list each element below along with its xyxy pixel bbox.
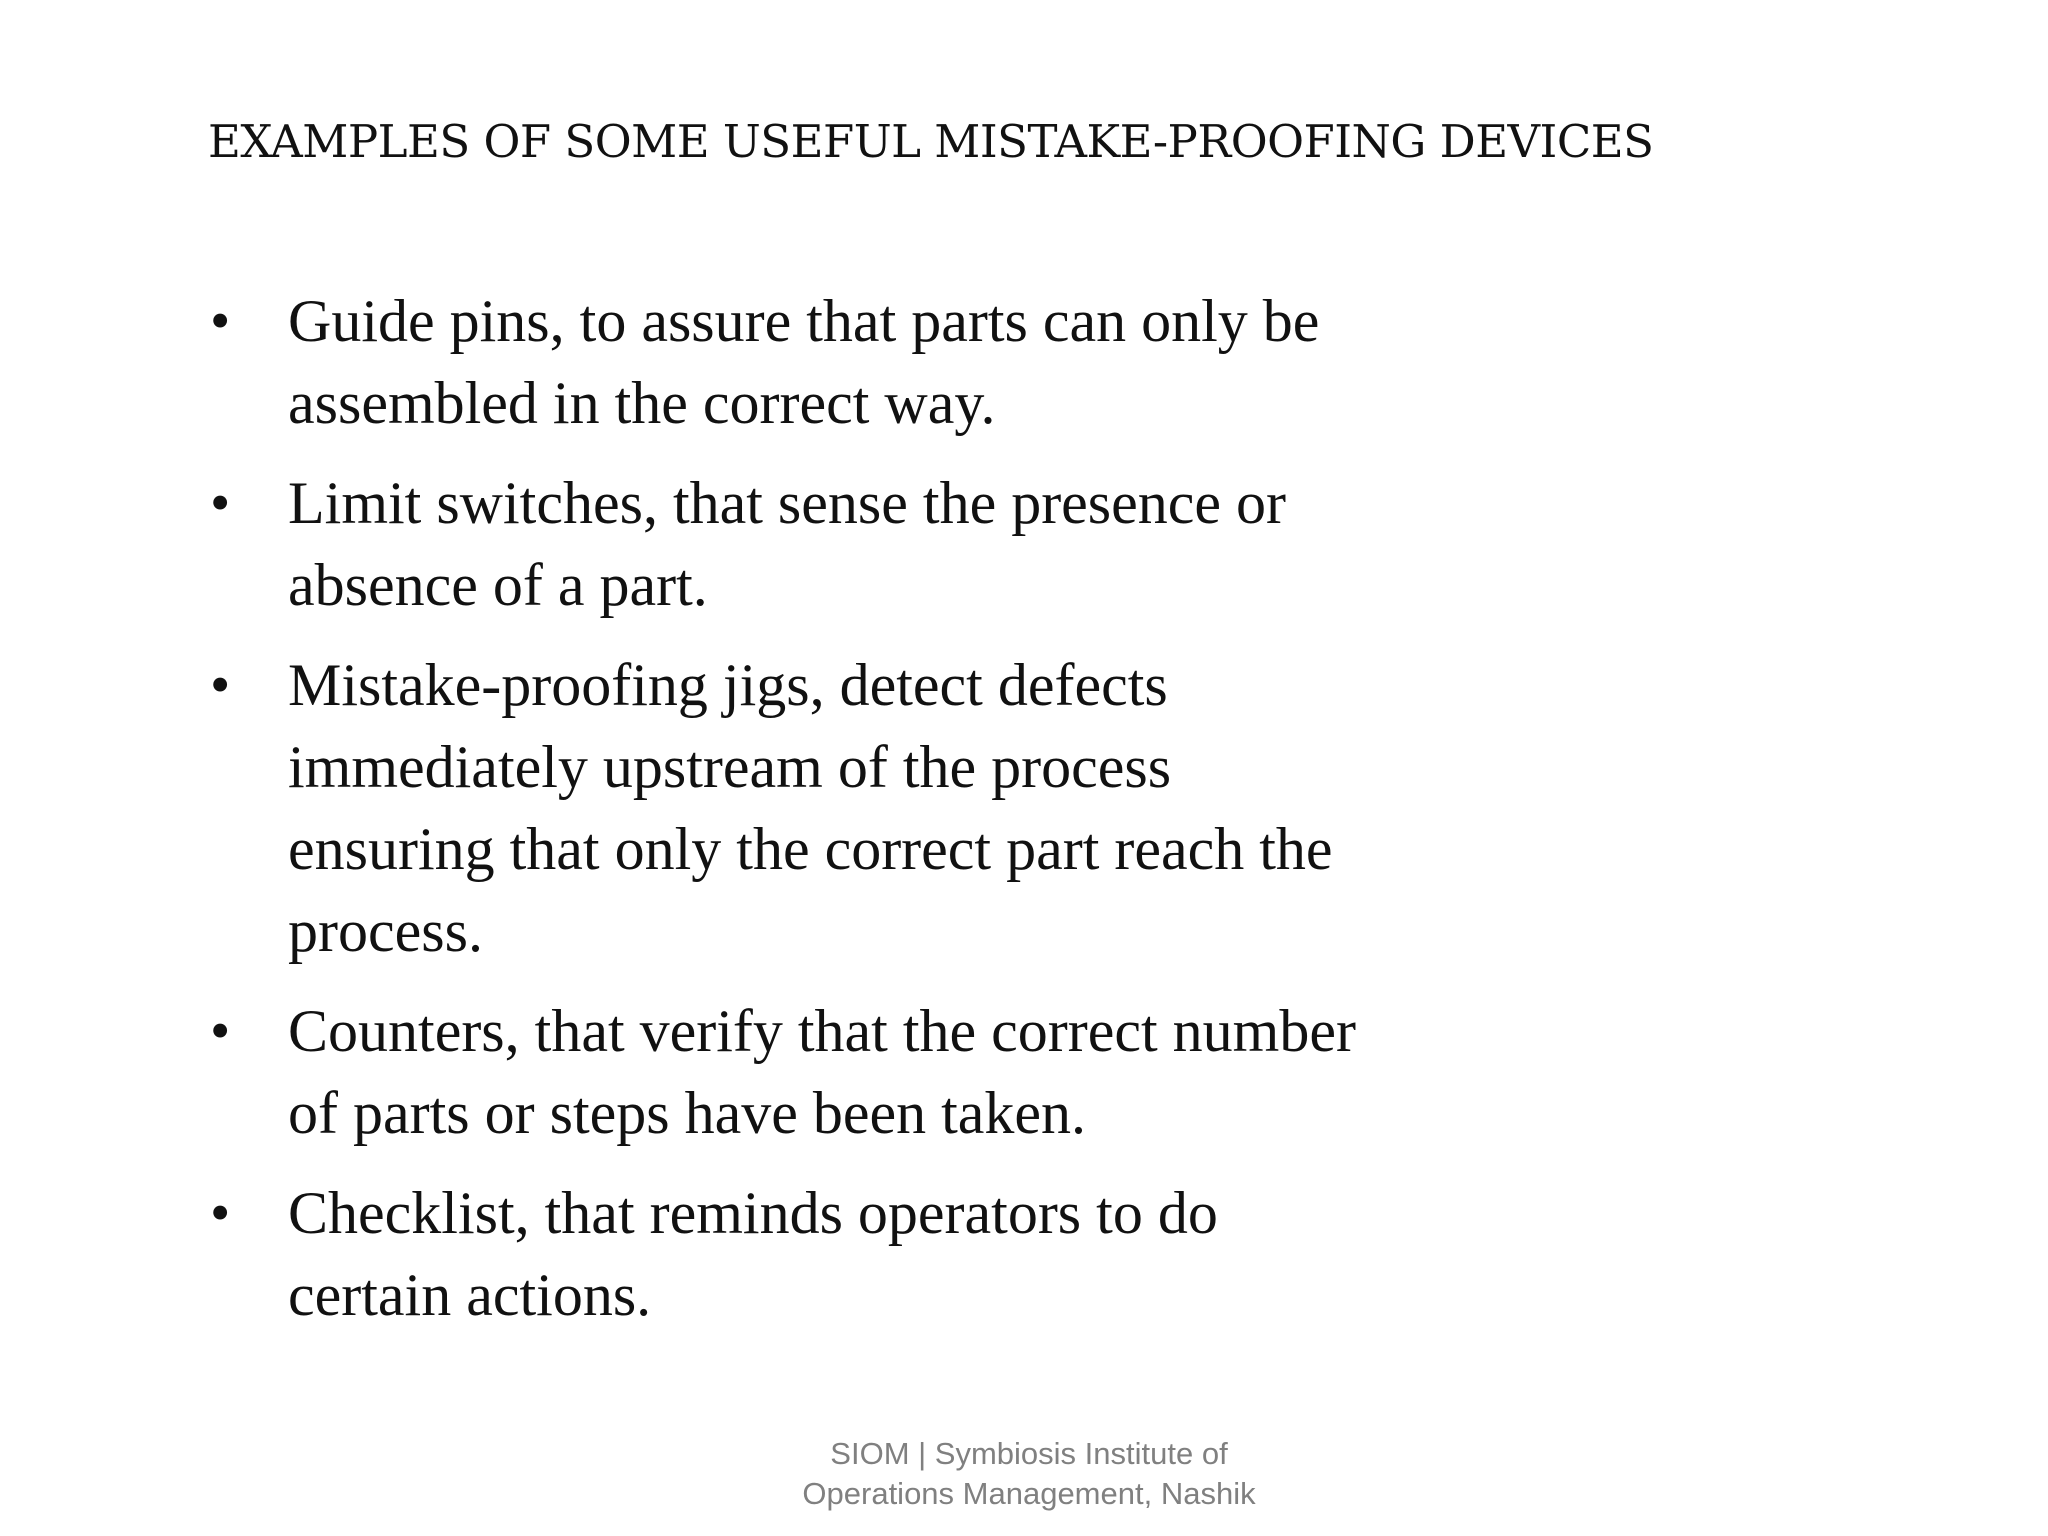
bullet-text: Guide pins, to assure that parts can only be assembled in the correct way. <box>288 288 1320 436</box>
slide-footer <box>704 1434 1354 1514</box>
bullet-item-checklist <box>208 1172 1768 1336</box>
bullet-text: Counters, that verify that the correct number of parts or steps have been taken. <box>288 998 1356 1146</box>
footer-line-2: Operations Management, Nashik <box>802 1476 1256 1511</box>
bullet-item-limit-switches <box>208 462 1768 626</box>
bullet-text: Checklist, that reminds operators to do certain actions. <box>288 1180 1218 1328</box>
bullet-item-counters <box>208 990 1768 1154</box>
bullet-icon: • <box>210 470 231 535</box>
bullet-item-mistake-proofing-jigs <box>208 644 1768 972</box>
bullet-icon: • <box>210 652 231 717</box>
bullet-list <box>208 280 1768 1354</box>
bullet-text: Limit switches, that sense the presence or absence of a part. <box>288 470 1287 618</box>
slide-title: EXAMPLES OF SOME USEFUL MISTAKE-PROOFING DEVICES <box>208 115 1654 168</box>
bullet-icon: • <box>210 1180 231 1245</box>
footer-line-1: SIOM | Symbiosis Institute of <box>830 1436 1228 1471</box>
bullet-icon: • <box>210 998 231 1063</box>
bullet-icon: • <box>210 288 231 353</box>
bullet-text: Mistake-proofing jigs, detect defects immediately upstream of the process ensuring that only the correct part reach the process. <box>288 652 1333 964</box>
bullet-item-guide-pins <box>208 280 1768 444</box>
